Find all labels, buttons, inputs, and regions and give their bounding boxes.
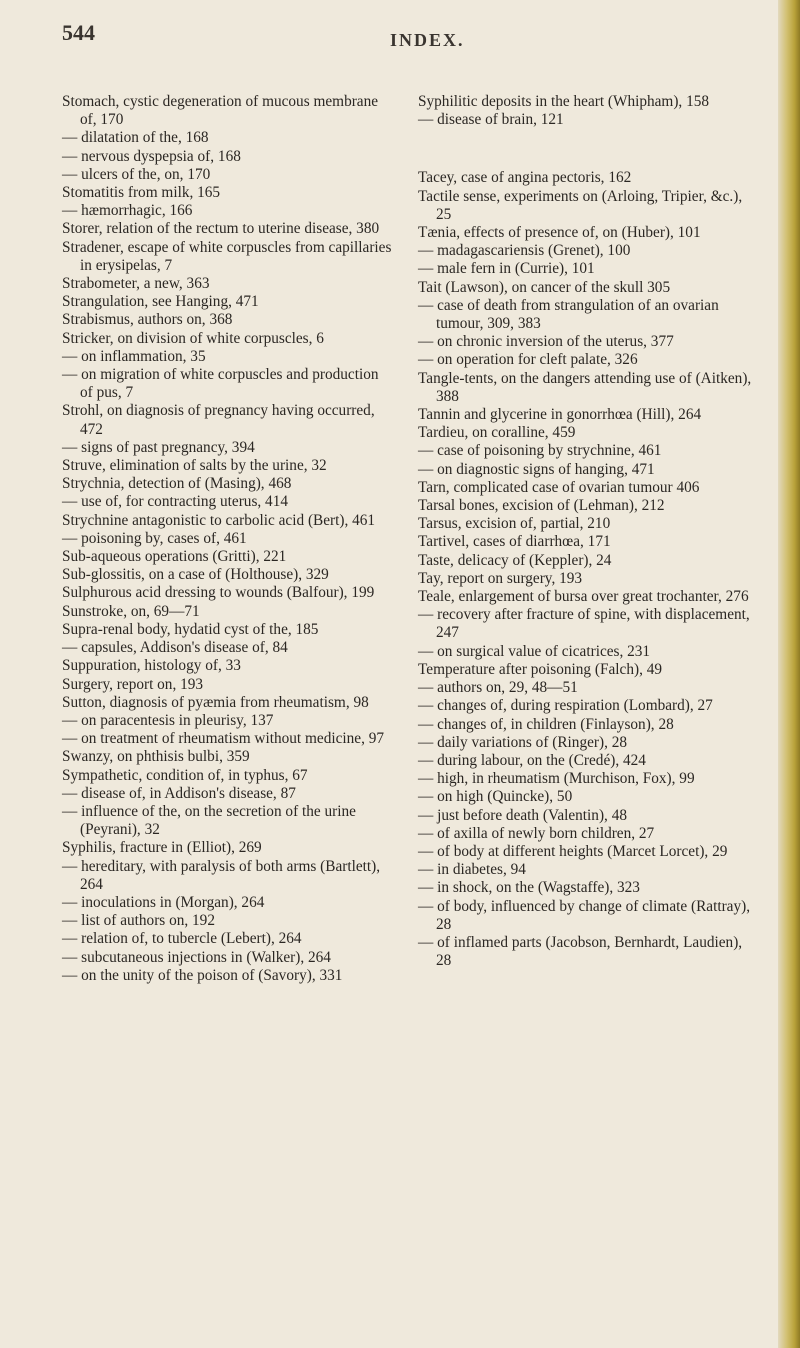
index-entry: Tangle-tents, on the dangers attending use of (Aitken), 388 — [418, 369, 752, 405]
index-entry: Storer, relation of the rectum to uterine disease, 380 — [62, 220, 380, 238]
index-entry: — case of death from strangulation of an ovarian tumour, 309, 383 — [418, 296, 719, 333]
index-entry: Tarsal bones, excision of (Lehman), 212 — [418, 497, 665, 515]
index-entry: Tænia, effects of presence of, on (Huber), 101 — [418, 224, 701, 242]
index-entry: Taste, delicacy of (Keppler), 24 — [418, 551, 612, 569]
index-entry: Tarsus, excision of, partial, 210 — [418, 515, 611, 533]
index-entry: Sub-glossitis, on a case of (Holthouse), 329 — [62, 566, 329, 584]
index-entry: — on chronic inversion of the uterus, 377 — [418, 333, 674, 351]
index-entry: — ulcers of the, on, 170 — [62, 165, 211, 183]
index-entry: — on the unity of the poison of (Savory), 331 — [62, 966, 343, 984]
index-entry: Temperature after poisoning (Falch), 49 — [418, 660, 663, 678]
index-entry: Supra-renal body, hydatid cyst of the, 185 — [62, 620, 319, 638]
index-entry: — on diagnostic signs of hanging, 471 — [418, 460, 655, 478]
letter-gap — [418, 129, 754, 169]
index-entry: Strabismus, authors on, 368 — [62, 311, 233, 329]
index-entry: — subcutaneous injections in (Walker), 264 — [62, 948, 331, 966]
index-entry: — disease of, in Addison's disease, 87 — [62, 784, 296, 802]
index-entry: — male fern in (Currie), 101 — [418, 260, 595, 278]
index-entry: — authors on, 29, 48—51 — [418, 679, 578, 697]
index-entry: — disease of brain, 121 — [418, 111, 564, 129]
index-entry: Strangulation, see Hanging, 471 — [62, 293, 259, 311]
index-entry: Strychnine antagonistic to carbolic acid (Bert), 461 — [62, 511, 376, 529]
page-number: 544 — [62, 20, 95, 45]
index-entry: — on treatment of rheumatism without medicine, 97 — [62, 730, 385, 748]
index-entry: — of body at different heights (Marcet Lorcet), 29 — [418, 842, 728, 860]
index-entry: — madagascariensis (Grenet), 100 — [418, 242, 631, 260]
index-entry: Strohl, on diagnosis of pregnancy having occurred, 472 — [62, 402, 375, 438]
index-entry: — just before death (Valentin), 48 — [418, 806, 627, 824]
index-entry: — dilatation of the, 168 — [62, 129, 209, 147]
index-entry: Tacey, case of angina pectoris, 162 — [418, 169, 632, 187]
index-entry: Sunstroke, on, 69—71 — [62, 602, 200, 620]
running-head: INDEX. — [390, 30, 465, 50]
index-entry: Stomatitis from milk, 165 — [62, 184, 221, 202]
index-entry: — hereditary, with paralysis of both arms (Bartlett), 264 — [62, 857, 381, 893]
index-entry: Sub-aqueous operations (Gritti), 221 — [62, 548, 287, 566]
index-entry: — in shock, on the (Wagstaffe), 323 — [418, 879, 640, 897]
index-column-right — [418, 93, 754, 970]
index-entry: Struve, elimination of salts by the urine, 32 — [62, 457, 327, 475]
index-entry: — on surgical value of cicatrices, 231 — [418, 642, 651, 660]
index-entry: — changes of, during respiration (Lombard), 27 — [418, 697, 713, 715]
index-entry: Tartivel, cases of diarrhœa, 171 — [418, 533, 611, 551]
index-entry: — daily variations of (Ringer), 28 — [418, 733, 628, 751]
index-entry: Tactile sense, experiments on (Arloing, Tripier, &c.), 25 — [418, 187, 743, 223]
index-entry: — capsules, Addison's disease of, 84 — [62, 639, 288, 657]
index-entry: — list of authors on, 192 — [62, 912, 215, 930]
index-entry: Tardieu, on coralline, 459 — [418, 424, 576, 442]
index-entry: Syphilis, fracture in (Elliot), 269 — [62, 839, 262, 857]
index-entry: Sutton, diagnosis of pyæmia from rheumatism, 98 — [62, 693, 369, 711]
index-entry: Tait (Lawson), on cancer of the skull 305 — [418, 278, 671, 296]
index-entry: — during labour, on the (Credé), 424 — [418, 751, 646, 769]
index-entry: — inoculations in (Morgan), 264 — [62, 893, 265, 911]
index-entry: — of axilla of newly born children, 27 — [418, 824, 655, 842]
index-entry: — influence of the, on the secretion of the urine (Peyrani), 32 — [62, 802, 356, 839]
index-entry: — on migration of white corpuscles and production of pus, 7 — [62, 366, 379, 402]
index-entry: Sympathetic, condition of, in typhus, 67 — [62, 766, 308, 784]
index-entry: — on inflammation, 35 — [62, 347, 206, 365]
index-entry: — poisoning by, cases of, 461 — [62, 529, 247, 547]
index-entry: Stomach, cystic degeneration of mucous membrane of, 170 — [62, 93, 379, 129]
index-entry: — use of, for contracting uterus, 414 — [62, 493, 288, 511]
index-entry: Strabometer, a new, 363 — [62, 275, 210, 293]
index-entry: — on operation for cleft palate, 326 — [418, 351, 638, 369]
index-group-s-continued — [418, 93, 754, 129]
index-entry: Tarn, complicated case of ovarian tumour 406 — [418, 478, 700, 496]
index-entry: — on high (Quincke), 50 — [418, 788, 573, 806]
index-entry: — case of poisoning by strychnine, 461 — [418, 442, 662, 460]
index-entry: — in diabetes, 94 — [418, 861, 526, 879]
index-entry: Tannin and glycerine in gonorrhœa (Hill), 264 — [418, 406, 702, 424]
index-column-left — [62, 93, 393, 985]
index-entry: — of body, influenced by change of climate (Rattray), 28 — [418, 897, 751, 933]
index-entry: Surgery, report on, 193 — [62, 675, 204, 693]
index-entry: Tay, report on surgery, 193 — [418, 569, 583, 587]
index-entry: — changes of, in children (Finlayson), 28 — [418, 715, 674, 733]
index-entry: Strychnia, detection of (Masing), 468 — [62, 475, 292, 493]
index-entry: — hæmorrhagic, 166 — [62, 202, 193, 220]
index-entry: Stradener, escape of white corpuscles from capillaries in erysipelas, 7 — [62, 238, 392, 274]
index-entry: — nervous dyspepsia of, 168 — [62, 147, 241, 165]
index-entry: Sulphurous acid dressing to wounds (Balfour), 199 — [62, 584, 375, 602]
index-entry: — of inflamed parts (Jacobson, Bernhardt, Laudien), 28 — [418, 933, 743, 970]
index-entry: Teale, enlargement of bursa over great trochanter, 276 — [418, 588, 749, 606]
index-entry: Suppuration, histology of, 33 — [62, 657, 241, 675]
index-entry: Syphilitic deposits in the heart (Whipham), 158 — [418, 93, 710, 110]
index-entry: — relation of, to tubercle (Lebert), 264 — [62, 930, 302, 948]
index-entry: — signs of past pregnancy, 394 — [62, 438, 255, 456]
index-group-t — [418, 169, 754, 970]
index-entry: Swanzy, on phthisis bulbi, 359 — [62, 748, 250, 766]
index-entry: — recovery after fracture of spine, with displacement, 247 — [418, 606, 750, 642]
index-entry: Stricker, on division of white corpuscles, 6 — [62, 329, 324, 347]
page-edge — [778, 0, 800, 1348]
index-entry: — high, in rheumatism (Murchison, Fox), 99 — [418, 770, 695, 788]
index-entry: — on paracentesis in pleurisy, 137 — [62, 711, 274, 729]
